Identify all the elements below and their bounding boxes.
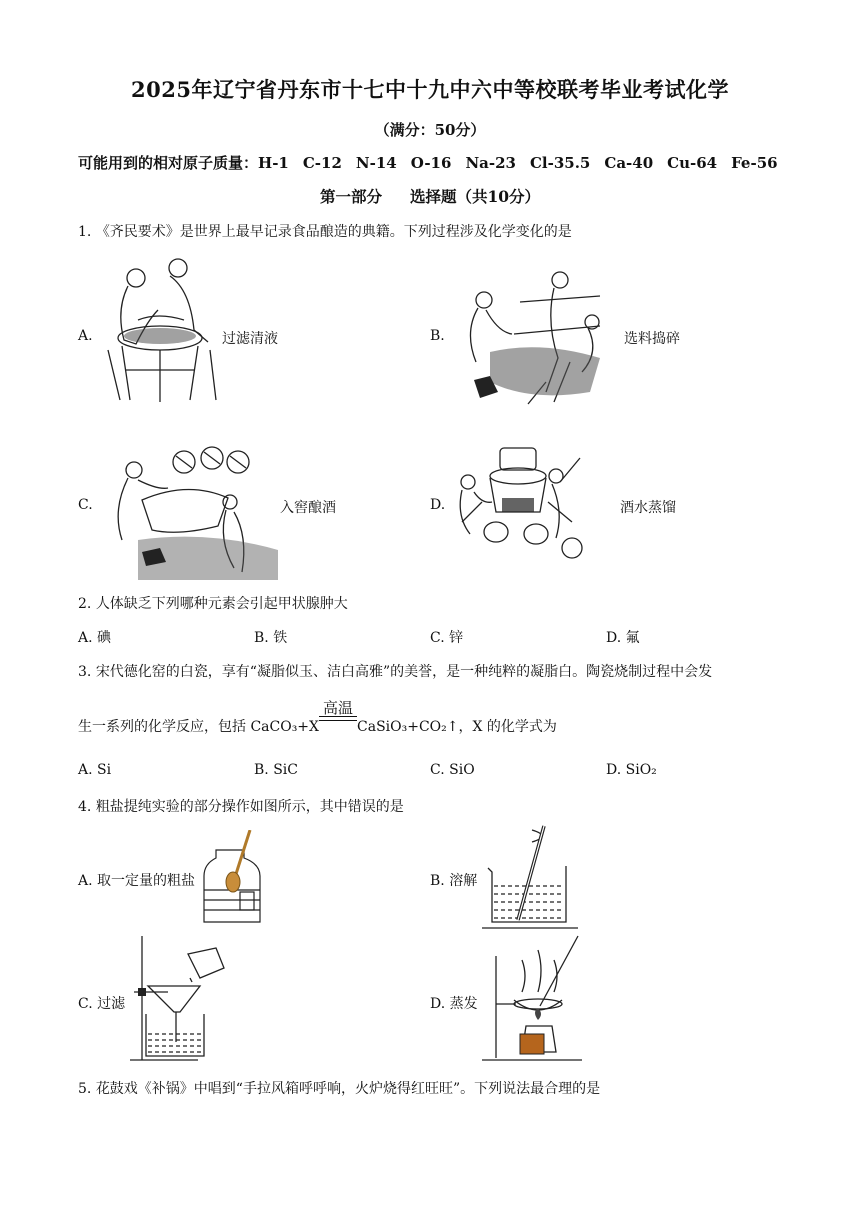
option-a: A. Si bbox=[78, 762, 112, 778]
option-c-label: C. 过滤 bbox=[78, 996, 126, 1012]
option-a-letter: A. bbox=[78, 328, 93, 344]
question-text: 人体缺乏下列哪种元素会引起甲状腺肿大 bbox=[95, 596, 348, 612]
atomic-mass-item: H-1 bbox=[258, 154, 289, 172]
option-c: C. SiO bbox=[430, 762, 475, 778]
spoon-jar-diagram bbox=[200, 830, 264, 926]
atomic-mass-item: Fe-56 bbox=[731, 154, 778, 172]
option-c-text: 入窖酿酒 bbox=[280, 500, 336, 516]
brewing-illustration bbox=[98, 440, 278, 580]
question-text: 《齐民要术》是世界上最早记录食品酿造的典籍。下列过程涉及化学变化的是 bbox=[95, 224, 572, 240]
question-number: 3. bbox=[78, 664, 92, 680]
option-d-label: D. 蒸发 bbox=[430, 996, 478, 1012]
atomic-mass-item: Cu-64 bbox=[667, 154, 718, 172]
option-d: D. 氟 bbox=[606, 630, 640, 646]
option-a: A. 碘 bbox=[78, 630, 112, 646]
question-1 bbox=[78, 221, 572, 241]
atomic-masses bbox=[78, 152, 778, 173]
question-3 bbox=[78, 661, 712, 681]
atomic-mass-item: Na-23 bbox=[465, 154, 516, 172]
equals-sign bbox=[319, 716, 357, 721]
option-a-label: A. 取一定量的粗盐 bbox=[78, 873, 196, 889]
full-score: （满分：50分） bbox=[374, 121, 486, 139]
question-number: 1. bbox=[78, 224, 92, 240]
distilling-illustration bbox=[452, 442, 592, 562]
question-text: 宋代德化窑的白瓷，享有“凝脂似玉、洁白高雅”的美誉，是一种纯粹的凝脂白。陶瓷烧制过程中会发 bbox=[95, 664, 713, 680]
question-3-line-2 bbox=[78, 699, 557, 736]
part-heading bbox=[0, 185, 860, 207]
crushing-illustration bbox=[450, 262, 620, 410]
question-text: 花鼓戏《补锅》中唱到“手拉风箱呼呼响，火炉烧得红旺旺”。下列说法最合理的是 bbox=[95, 1081, 601, 1097]
part-name: 第一部分 bbox=[319, 187, 382, 206]
option-d-text: 酒水蒸馏 bbox=[620, 500, 676, 516]
filtration-apparatus-diagram bbox=[128, 934, 228, 1064]
option-a-text: 过滤清液 bbox=[222, 331, 278, 347]
question-number: 4. bbox=[78, 799, 92, 815]
option-b-letter: B. bbox=[430, 328, 445, 344]
question-number: 2. bbox=[78, 596, 92, 612]
condition-label: 高温 bbox=[323, 699, 354, 717]
option-b-label: B. 溶解 bbox=[430, 873, 478, 889]
atomic-mass-item: N-14 bbox=[355, 154, 397, 172]
part-desc: 选择题（共10分） bbox=[409, 187, 541, 206]
question-4 bbox=[78, 796, 404, 816]
equation-right: CaSiO₃+CO₂↑，X 的化学式为 bbox=[357, 719, 557, 735]
question-text: 粗盐提纯实验的部分操作如图所示，其中错误的是 bbox=[95, 799, 404, 815]
option-c-letter: C. bbox=[78, 497, 93, 513]
question-2 bbox=[78, 593, 348, 613]
atomic-mass-item: C-12 bbox=[302, 154, 342, 172]
exam-title: 2025年辽宁省丹东市十七中十九中六中等校联考毕业考试化学 bbox=[131, 77, 729, 102]
reaction-condition bbox=[319, 699, 357, 735]
question-5 bbox=[78, 1078, 600, 1098]
option-b-text: 选料捣碎 bbox=[624, 331, 680, 347]
option-d: D. SiO₂ bbox=[606, 762, 657, 778]
option-b: B. SiC bbox=[254, 762, 298, 778]
question-number: 5. bbox=[78, 1081, 92, 1097]
atomic-mass-item: Cl-35.5 bbox=[529, 154, 591, 172]
equation-left: 生一系列的化学反应，包括 CaCO₃+X bbox=[78, 719, 320, 735]
atomic-mass-item: Ca-40 bbox=[604, 154, 654, 172]
option-c: C. 锌 bbox=[430, 630, 464, 646]
option-d-letter: D. bbox=[430, 497, 446, 513]
evaporation-apparatus-diagram bbox=[482, 930, 586, 1064]
filtering-illustration bbox=[98, 250, 220, 410]
atomic-masses-label: 可能用到的相对原子质量： bbox=[78, 154, 259, 172]
beaker-stirring-diagram bbox=[482, 822, 582, 930]
option-b: B. 铁 bbox=[254, 630, 288, 646]
atomic-mass-item: O-16 bbox=[410, 154, 452, 172]
